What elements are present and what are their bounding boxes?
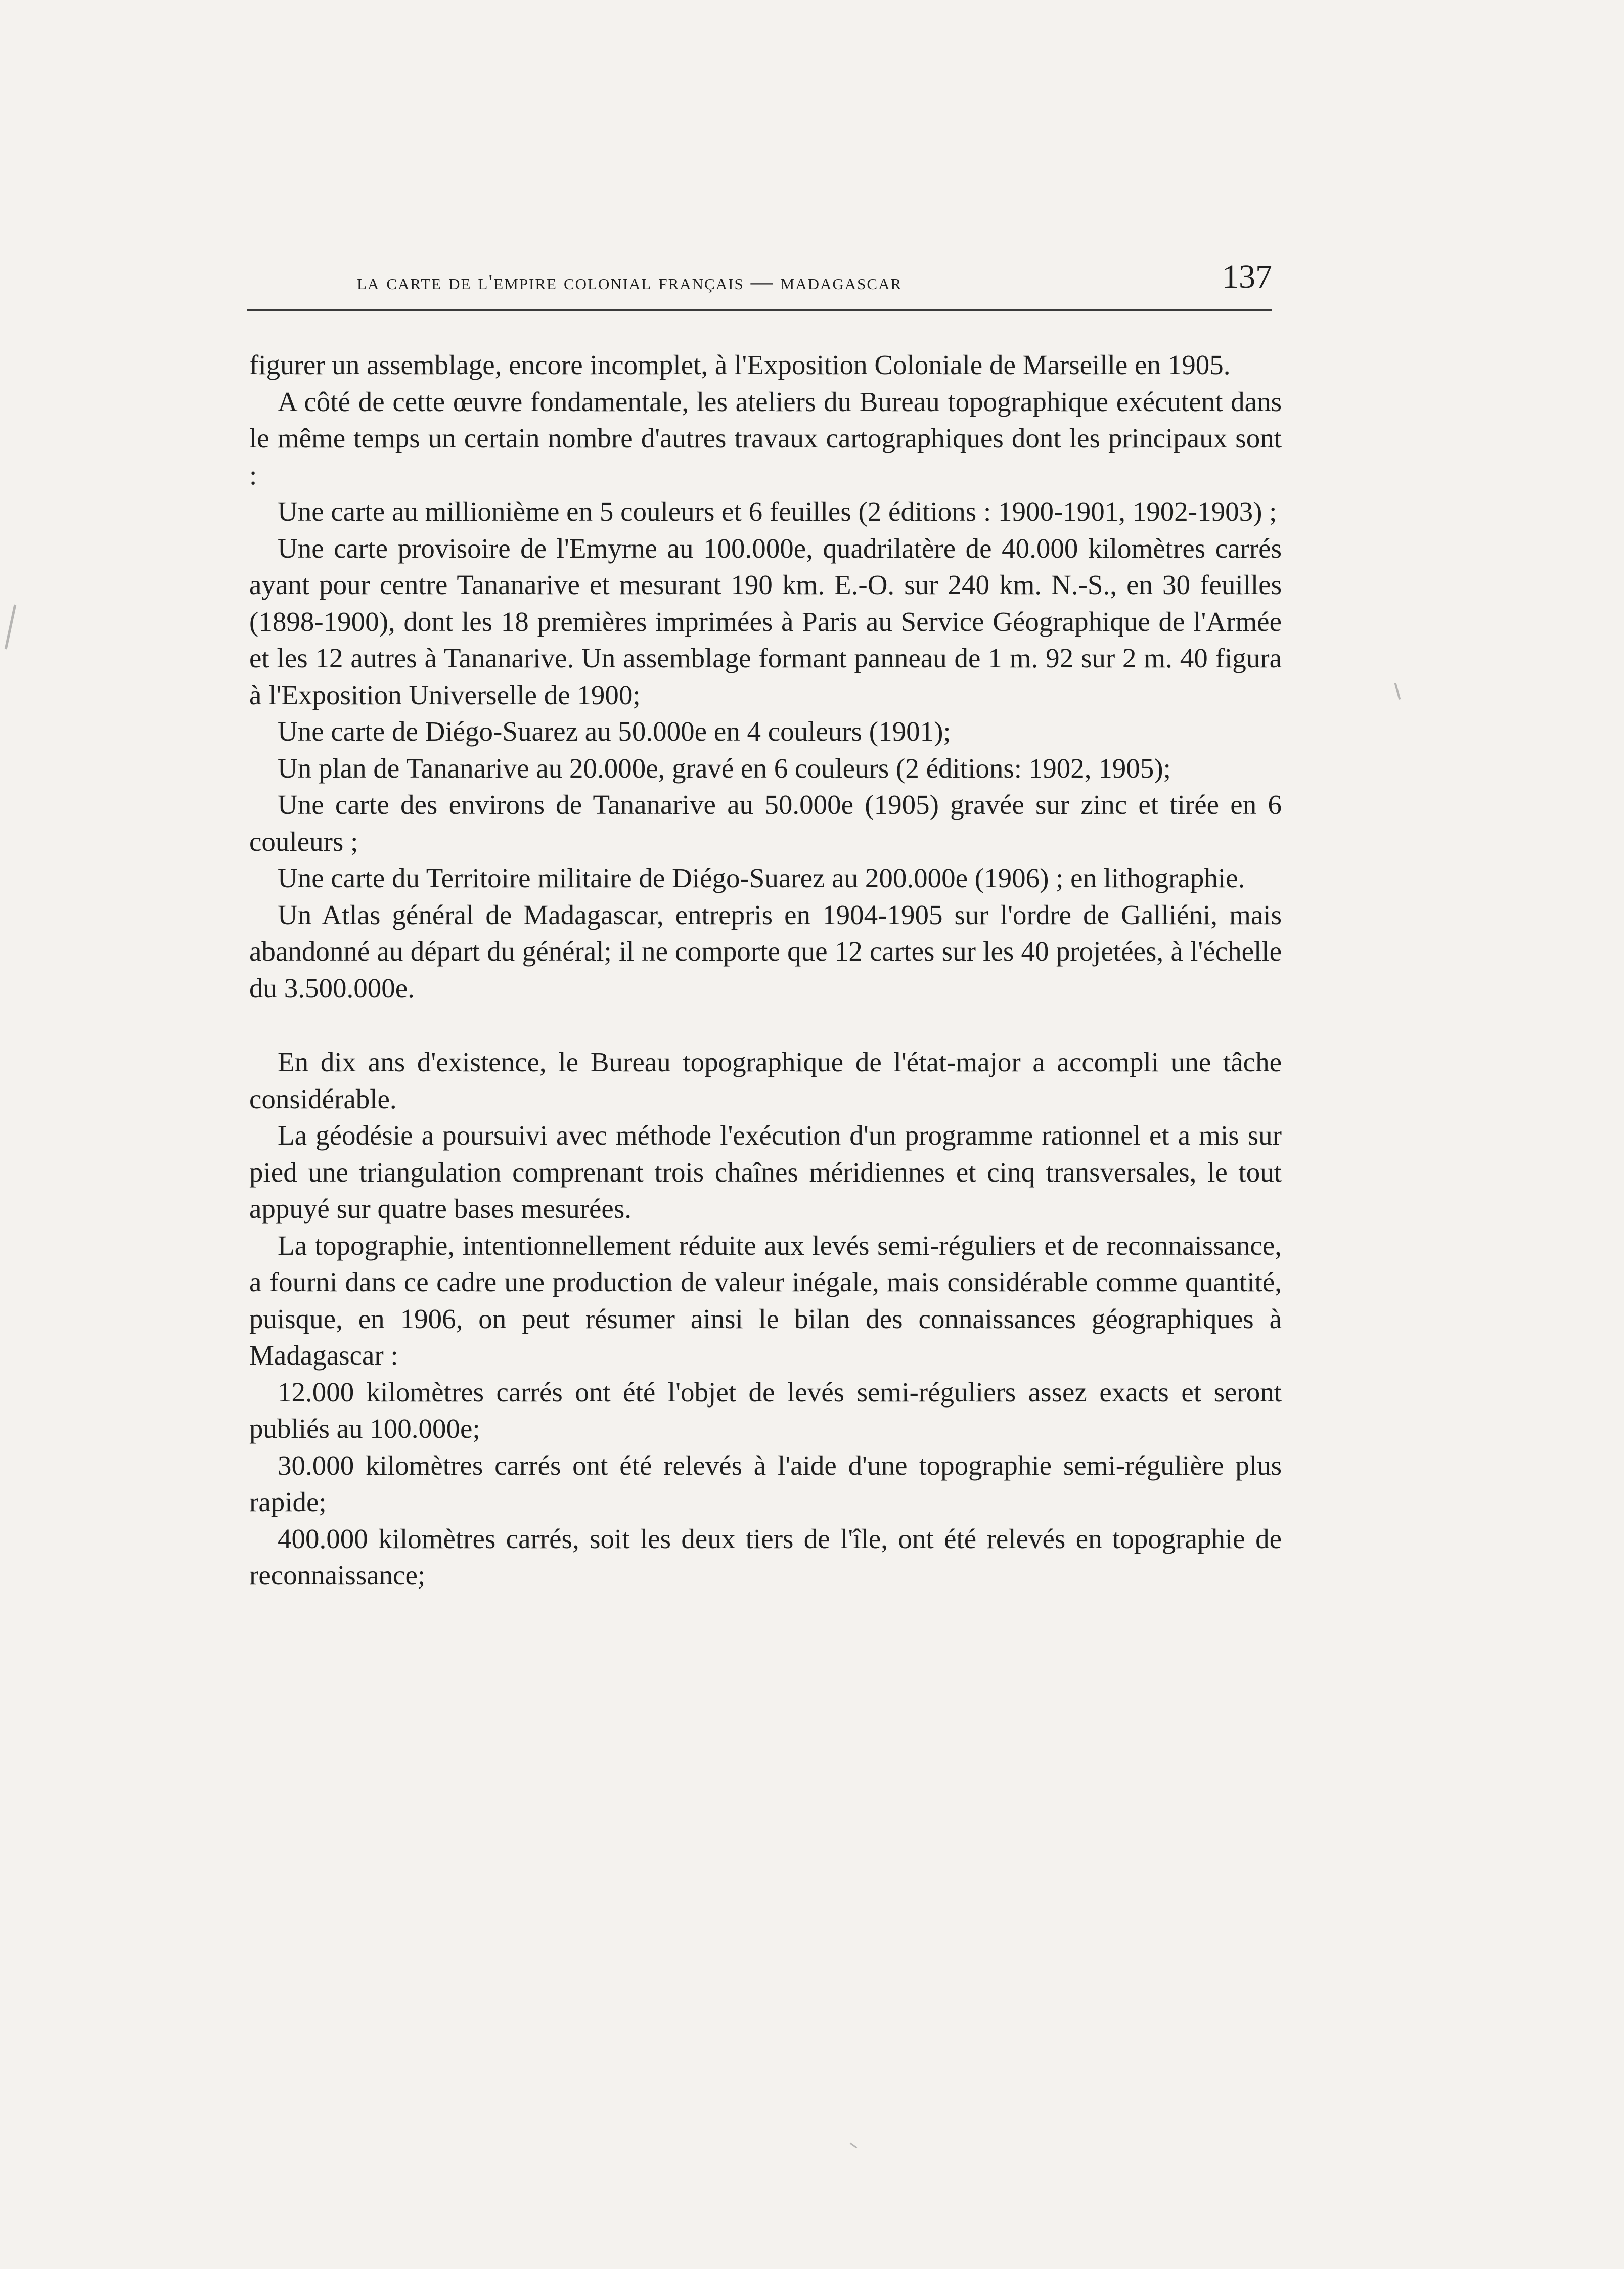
- page-number: 137: [1222, 258, 1272, 295]
- paragraph: 12.000 kilomètres carrés ont été l'objet de levés semi-réguliers assez exacts et seront publiés au 100.000e;: [249, 1376, 1282, 1444]
- margin-mark: [5, 604, 17, 649]
- paragraph: 30.000 kilomètres carrés ont été relevés à l'aide d'une topographie semi-régulière plus rapide;: [249, 1449, 1282, 1517]
- paragraph: 400.000 kilomètres carrés, soit les deux tiers de l'île, ont été relevés en topographie de reconnaissance;: [249, 1523, 1282, 1591]
- running-title: la carte de l'empire colonial français — madagascar: [357, 269, 903, 294]
- paragraph: En dix ans d'existence, le Bureau topographique de l'état-major a accompli une tâche considérable.: [249, 1047, 1282, 1114]
- paragraph: Un Atlas général de Madagascar, entrepris en 1904-1905 sur l'ordre de Galliéni, mais abandonné au départ du général; il ne comporte que 12 cartes sur les 40 projetées, à l'échelle du 3.500.000e.: [249, 899, 1282, 1004]
- header-rule: [247, 309, 1272, 311]
- paragraph: La géodésie a poursuivi avec méthode l'exécution d'un programme rationnel et a mis sur pied une triangulation comprenant trois chaînes méridiennes et cinq transversales, le tout appuyé sur quatre bases mesurées.: [249, 1120, 1282, 1224]
- paragraph: Une carte de Diégo-Suarez au 50.000e en 4 couleurs (1901);: [278, 716, 951, 747]
- margin-mark: [1394, 683, 1401, 700]
- body-text: [249, 347, 1282, 1594]
- paragraph: Une carte au millionième en 5 couleurs et 6 feuilles (2 éditions : 1900-1901, 1902-1903) ;: [278, 496, 1277, 527]
- paragraph: Un plan de Tananarive au 20.000e, gravé en 6 couleurs (2 éditions: 1902, 1905);: [278, 752, 1171, 784]
- paragraph: La topographie, intentionnellement réduite aux levés semi-réguliers et de reconnaissance, a fourni dans ce cadre une production de valeur inégale, mais considérable comme quantité, puisque, en 1906, on peut résumer ainsi le bilan des connaissances géographiques à Madagascar :: [249, 1230, 1282, 1371]
- margin-mark: [850, 2143, 858, 2149]
- paragraph: Une carte du Territoire militaire de Diégo-Suarez au 200.000e (1906) ; en lithographie.: [278, 863, 1245, 893]
- paragraph: Une carte provisoire de l'Emyrne au 100.000e, quadrilatère de 40.000 kilomètres carrés ayant pour centre Tananarive et mesurant 190 km. E.-O. sur 240 km. N.-S., en 30 feuilles (1898-1900), dont les 18 premières imprimées à Paris au Service Géographique de l'Armée et les 12 autres à Tananarive. Un assemblage formant panneau de 1 m. 92 sur 2 m. 40 figura à l'Exposition Universelle de 1900;: [249, 532, 1282, 710]
- running-header: [247, 258, 1272, 298]
- paragraph: Une carte des environs de Tananarive au 50.000e (1905) gravée sur zinc et tirée en 6 couleurs ;: [249, 789, 1282, 857]
- paragraph: figurer un assemblage, encore incomplet, à l'Exposition Coloniale de Marseille en 1905.: [249, 349, 1231, 380]
- paragraph: A côté de cette œuvre fondamentale, les ateliers du Bureau topographique exécutent dans le même temps un certain nombre d'autres travaux cartographiques dont les principaux sont :: [249, 386, 1282, 490]
